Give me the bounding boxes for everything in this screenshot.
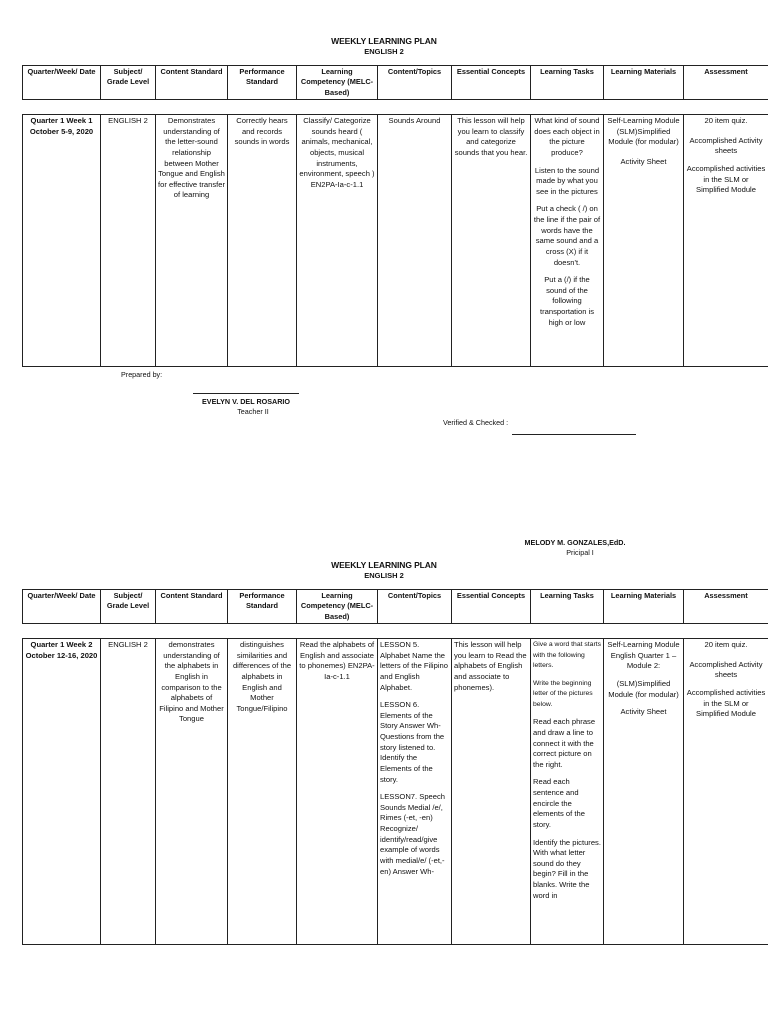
assessment-item: Accomplished Activity sheets xyxy=(689,135,763,156)
spacer-cell xyxy=(23,624,768,639)
plan2-table xyxy=(22,589,768,945)
performance-standard-cell: distinguishes similarities and differences of the alphabets in English and Mother Tongue/Filipino xyxy=(228,639,297,945)
spacer-cell xyxy=(23,100,768,115)
header-subject: Subject/ Grade Level xyxy=(101,590,156,624)
material-item: (SLM)Simplified Module (for modular) xyxy=(608,678,679,699)
plan1-title: WEEKLY LEARNING PLAN xyxy=(331,36,437,46)
principal-signature-line xyxy=(512,434,636,435)
header-performance-standard: Performance Standard xyxy=(228,66,297,100)
assessment-item: 20 item quiz. xyxy=(704,640,748,650)
assessment-item: Accomplished activities in the SLM or Simplified Module xyxy=(686,163,766,195)
assessment-item: 20 item quiz. xyxy=(704,116,748,126)
plan1-header-row xyxy=(23,66,768,100)
teacher-name: EVELYN V. DEL ROSARIO xyxy=(201,397,290,406)
header-content-standard: Content Standard xyxy=(156,66,228,100)
topic-item: LESSON 5. Alphabet Name the letters of the Filipino and English Alphabet. xyxy=(380,640,448,692)
header-topics: Content/Topics xyxy=(378,590,452,624)
subject-cell: ENGLISH 2 xyxy=(101,115,156,367)
header-content-standard: Content Standard xyxy=(156,590,228,624)
principal-title: Pricipal I xyxy=(566,548,594,557)
header-competency: Learning Competency (MELC-Based) xyxy=(297,66,378,100)
header-competency: Learning Competency (MELC-Based) xyxy=(297,590,378,624)
concepts-cell: This lesson will help you learn to Read the alphabets of English and associate to phonemes). xyxy=(452,639,531,945)
task-item: Read each sentence and encircle the elements of the story. xyxy=(533,777,585,829)
teacher-title: Teacher II xyxy=(237,407,269,416)
content-standard-cell: Demonstrates understanding of the letter-sound relationship between Mother Tongue and English for effective transfer of learning xyxy=(156,115,228,367)
tasks-cell xyxy=(531,639,604,945)
topic-item: LESSON7. Speech Sounds Medial /e/, Rimes (-et, -en) Recognize/ identify/read/give example of words with medial/e/ (-et,-en) Answer Wh- xyxy=(380,792,446,876)
header-subject: Subject/ Grade Level xyxy=(101,66,156,100)
header-materials: Learning Materials xyxy=(604,590,684,624)
material-item: Activity Sheet xyxy=(620,707,667,717)
materials-cell xyxy=(604,115,684,367)
task-item: Give a word that starts with the following letters. xyxy=(533,641,601,670)
date-cell: Quarter 1 Week 1 October 5-9, 2020 xyxy=(23,115,101,367)
task-item: Put a check ( /) on the line if the pair of words have the same sound and a cross (X) if it doesn't. xyxy=(533,204,601,267)
header-tasks: Learning Tasks xyxy=(531,590,604,624)
materials-cell xyxy=(604,639,684,945)
header-date: Quarter/Week/ Date xyxy=(23,66,101,100)
date-cell: Quarter 1 Week 2 October 12-16, 2020 xyxy=(23,639,101,945)
material-item: Activity Sheet xyxy=(620,156,667,166)
plan2-data-row xyxy=(23,639,768,945)
header-concepts: Essential Concepts xyxy=(452,590,531,624)
prepared-by-label: Prepared by: xyxy=(121,370,163,379)
competency-cell: Read the alphabets of English and associate to phonemes) EN2PA-Ia-c-1.1 xyxy=(297,639,378,945)
assessment-cell xyxy=(684,115,768,367)
material-item: Self-Learning Module (SLM)Simplified Module (for modular) xyxy=(607,116,680,147)
principal-name: MELODY M. GONZALES,EdD. xyxy=(524,538,626,547)
task-item: Listen to the sound made by what you see in the pictures xyxy=(534,165,600,196)
header-concepts: Essential Concepts xyxy=(452,66,531,100)
topic-item: LESSON 6. Elements of the Story Answer Wh-Questions from the story listened to. Identify the Elements of the story. xyxy=(380,700,445,784)
competency-cell: Classify/ Categorize sounds heard ( animals, mechanical, objects, musical instruments, environment, speech ) EN2PA-Ia-c-1.1 xyxy=(297,115,378,367)
tasks-cell xyxy=(531,115,604,367)
plan1-data-row xyxy=(23,115,768,367)
assessment-item: Accomplished Activity sheets xyxy=(689,659,763,680)
verified-label: Verified & Checked : xyxy=(443,418,509,427)
topics-cell: Sounds Around xyxy=(378,115,452,367)
task-item: Identify the pictures. With what letter sound do they begin? Fill in the blanks. Write the word in xyxy=(533,837,601,900)
header-assessment: Assessment xyxy=(684,590,768,624)
task-item: Read each phrase and draw a line to connect it with the correct picture on the right. xyxy=(533,717,596,769)
plan2-title: WEEKLY LEARNING PLAN xyxy=(331,560,437,570)
material-item: Self-Learning Module English Quarter 1 – Module 2: xyxy=(607,640,680,671)
content-standard-cell: demonstrates understanding of the alphabets in English in comparison to the alphabets of Filipino and Mother Tongue xyxy=(156,639,228,945)
plan2-subtitle: ENGLISH 2 xyxy=(364,571,404,580)
spacer-row xyxy=(23,624,768,639)
assessment-cell xyxy=(684,639,768,945)
plan2-header-row xyxy=(23,590,768,624)
teacher-signature-line xyxy=(193,393,299,394)
topics-cell xyxy=(378,639,452,945)
plan1-table xyxy=(22,65,768,367)
header-materials: Learning Materials xyxy=(604,66,684,100)
performance-standard-cell: Correctly hears and records sounds in words xyxy=(228,115,297,367)
spacer-row xyxy=(23,100,768,115)
subject-cell: ENGLISH 2 xyxy=(101,639,156,945)
task-item: Put a (/) if the sound of the following transportation is high or low xyxy=(539,275,595,327)
header-assessment: Assessment xyxy=(684,66,768,100)
header-topics: Content/Topics xyxy=(378,66,452,100)
assessment-item: Accomplished activities in the SLM or Simplified Module xyxy=(686,687,766,719)
header-date: Quarter/Week/ Date xyxy=(23,590,101,624)
task-item: What kind of sound does each object in the picture produce? xyxy=(534,116,600,157)
header-tasks: Learning Tasks xyxy=(531,66,604,100)
task-item: Write the beginning letter of the pictures below. xyxy=(533,679,593,708)
plan1-subtitle: ENGLISH 2 xyxy=(364,47,404,56)
concepts-cell: This lesson will help you learn to classify and categorize sounds that you hear. xyxy=(452,115,531,367)
header-performance-standard: Performance Standard xyxy=(228,590,297,624)
